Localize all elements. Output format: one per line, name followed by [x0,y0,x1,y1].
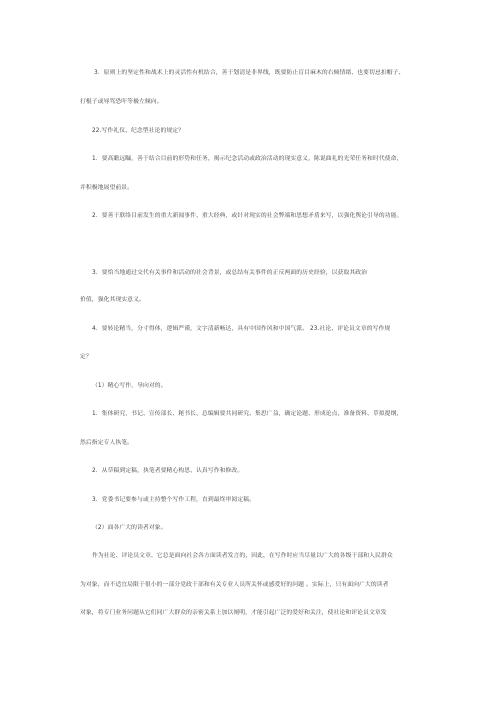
paragraph-line: 3．党委书记要参与或主持整个写作工程，直到最终审阅定稿。 [92,497,256,503]
paragraph-line: 4．要转论精当，分寸得体，逻辑严谨，文字清新畅达，具有中国作风和中国气派。 23.社论、评论员文章的写作规 [92,326,391,332]
section-heading: （2）面各广大的读者对象。 [92,525,167,531]
paragraph-line: 然后指定专人执笔。 [80,440,134,446]
paragraph-line: 作为社论、评论员文章，它总是面向社会各方面读者发言的，因此，在写作时应当尽量以广大的各级干部和人民群众 [92,553,393,559]
paragraph-line: 1．要高瞻远瞩，善于结合目前的形势和任务，揭示纪念活动或政治活动的现实意义，陈说曲礼的光荣任务和时代使命， [92,156,403,162]
paragraph-line: 价值，强化其现实意义。 [80,297,145,303]
paragraph-line: 3．要恰当地通过交代有关事件和活动的社会背景，或总结有关事件的正反两面的历史经验，以获取其政治 [92,270,368,276]
paragraph-line: 3．原则上的坚定性和战术上的灵活性有机结合，善于划清是非界线，既要防止盲目麻木的右倾情绪，也要切忌扣帽子、 [94,70,405,76]
paragraph-line: 为对象，而不适宜局限于很小的一部分党政干部和有关专业人员所关怀或感爱好的问题 。实际上，只有面向广大的读者 [80,582,389,588]
paragraph-line: 2．从草稿到定稿，执笔者要精心构思、认真写作和修改。 [92,468,244,474]
paragraph-line: 定？ [80,354,92,360]
paragraph-line: 1．集体研究，书记、宣传部长、秘书长、总编辑要共同研究、集思广益，确定论题、形成论点，准备资料、草拟提纲， [92,411,403,417]
paragraph-line: 对象，将专门业务问题从它们同广大群众的亲密关系上加以阐明，才能引起广泛的爱好和关注，使社论和评论员文章发 [80,610,387,616]
question-heading: 22.写作礼仪、纪念型社论的规定？ [92,128,185,134]
section-heading: （1）精心写作，导向对的。 [92,383,167,389]
paragraph-line: 2．要善于联络目前发生的重大新闻事件、重大经典，或针对现实的社会弊端和思想矛盾来写，以强化舆论引导的功能。 [92,213,403,219]
paragraph-line: 打棍子或辱骂恐吓等极左倾向。 [80,99,163,105]
paragraph-line: 并积极地展望前景。 [80,185,134,191]
